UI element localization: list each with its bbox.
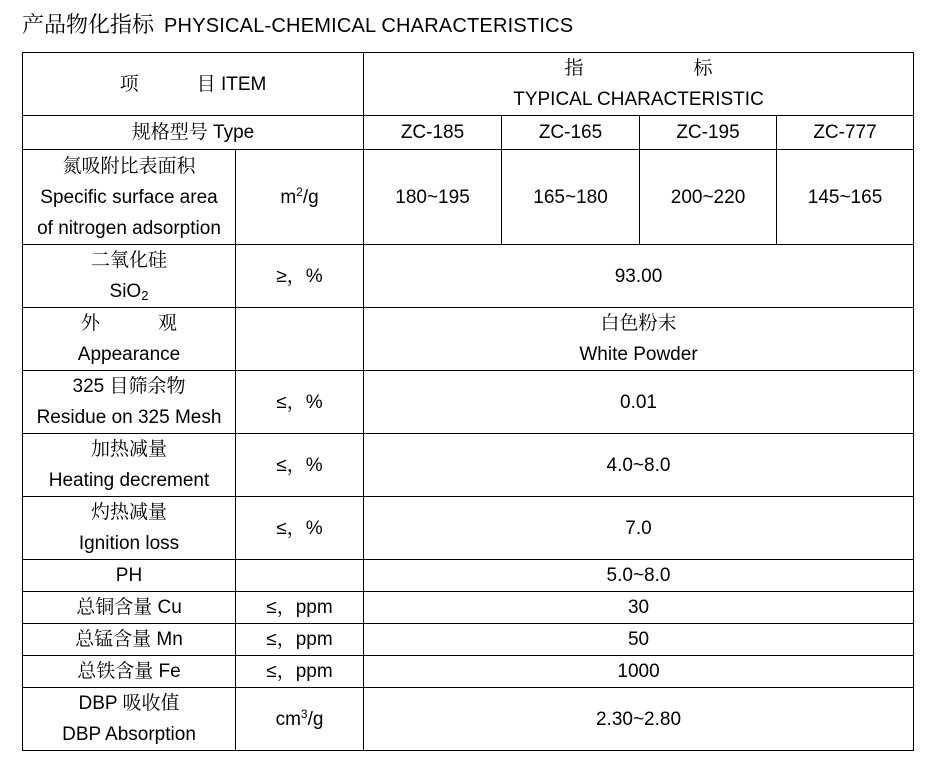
table-row-ph	[23, 560, 914, 592]
heating-unit-cell: ≤，%	[236, 434, 364, 497]
mn-label-cell: 总锰含量 Mn	[23, 624, 236, 656]
table-row-mn	[23, 624, 914, 656]
heating-cn: 加热减量	[90, 439, 167, 460]
ph-label-cell: PH	[23, 560, 236, 592]
residue-value-cell: 0.01	[364, 371, 914, 434]
fe-value-cell: 1000	[364, 656, 914, 688]
table-row-appearance	[23, 308, 914, 371]
appearance-label-cell	[23, 308, 236, 371]
cu-value-cell: 30	[364, 592, 914, 624]
spec-table	[22, 52, 914, 751]
sio2-label-cell	[23, 245, 236, 308]
cu-unit-cell: ≤，ppm	[236, 592, 364, 624]
item-header-cell	[23, 53, 364, 116]
model-cell: ZC-777	[777, 116, 914, 150]
appearance-cn-2: 观	[158, 313, 178, 334]
ignition-value-cell: 7.0	[364, 497, 914, 560]
residue-label-cell	[23, 371, 236, 434]
ignition-cn: 灼热减量	[90, 502, 167, 523]
table-row-type	[23, 116, 914, 150]
surface-area-cn: 氮吸附比表面积	[62, 155, 196, 177]
fe-label-cell: 总铁含量 Fe	[23, 656, 236, 688]
appearance-unit-cell	[236, 308, 364, 371]
residue-unit-cell: ≤，%	[236, 371, 364, 434]
model-cell: ZC-165	[502, 116, 640, 150]
sio2-value-cell: 93.00	[364, 245, 914, 308]
mn-unit-cell: ≤，ppm	[236, 624, 364, 656]
sio2-cn: 二氧化硅	[90, 250, 167, 271]
model-cell: ZC-195	[640, 116, 777, 150]
ignition-en: Ignition loss	[78, 533, 180, 554]
appearance-cn-1: 外	[80, 313, 100, 334]
dbp-unit-cell	[236, 688, 364, 751]
table-row-surface-area	[23, 150, 914, 245]
surface-area-value-cell: 165~180	[502, 150, 640, 245]
typical-header-en: TYPICAL CHARACTERISTIC	[513, 89, 764, 110]
ph-unit-cell	[236, 560, 364, 592]
heating-value-cell: 4.0~8.0	[364, 434, 914, 497]
fe-unit-cell: ≤，ppm	[236, 656, 364, 688]
table-header-row	[23, 53, 914, 116]
appearance-en: Appearance	[77, 344, 181, 365]
dbp-en: DBP Absorption	[62, 724, 196, 745]
typical-header-cell	[364, 53, 914, 116]
surface-area-value-cell: 200~220	[640, 150, 777, 245]
table-row-cu	[23, 592, 914, 624]
table-row-sio2	[23, 245, 914, 308]
page-title	[22, 8, 573, 39]
sio2-en: SiO	[109, 281, 142, 302]
table-row-dbp	[23, 688, 914, 751]
dbp-value-cell: 2.30~2.80	[364, 688, 914, 751]
table-row-ignition	[23, 497, 914, 560]
sio2-sub: 2	[141, 288, 149, 303]
page-title-en: PHYSICAL-CHEMICAL CHARACTERISTICS	[164, 15, 574, 37]
unit-tail: /g	[302, 186, 319, 208]
cu-label-cell: 总铜含量 Cu	[23, 592, 236, 624]
surface-area-en-1: Specific surface area	[40, 186, 218, 208]
heating-label-cell	[23, 434, 236, 497]
unit-tail: /g	[307, 708, 324, 730]
unit-base: m	[280, 186, 297, 208]
typical-header-cn-2: 标	[693, 58, 713, 79]
table-row-residue	[23, 371, 914, 434]
unit-base: cm	[275, 708, 301, 730]
sio2-unit-cell: ≥，%	[236, 245, 364, 308]
surface-area-unit-cell	[236, 150, 364, 245]
ignition-label-cell	[23, 497, 236, 560]
appearance-value-cn: 白色粉末	[600, 313, 677, 334]
ph-value-cell: 5.0~8.0	[364, 560, 914, 592]
appearance-value-cell	[364, 308, 914, 371]
heating-en: Heating decrement	[48, 470, 210, 491]
surface-area-value-cell: 145~165	[777, 150, 914, 245]
page-title-cn: 产品物化指标	[22, 12, 155, 37]
item-header-cn-2: 目	[196, 73, 216, 95]
residue-en: Residue on 325 Mesh	[36, 407, 222, 428]
mn-value-cell: 50	[364, 624, 914, 656]
typical-header-cn-1: 指	[564, 58, 584, 79]
dbp-cn: DBP 吸收值	[78, 693, 180, 714]
table-row-fe	[23, 656, 914, 688]
residue-cn: 325 目筛余物	[72, 376, 186, 397]
surface-area-en-2: of nitrogen adsorption	[37, 217, 221, 239]
item-header-cn-1: 项	[119, 73, 139, 95]
unit-sup: 3	[300, 706, 308, 721]
type-label-cell: 规格型号 Type	[23, 116, 364, 150]
ignition-unit-cell: ≤，%	[236, 497, 364, 560]
table-row-heating	[23, 434, 914, 497]
appearance-value-en: White Powder	[579, 344, 698, 365]
surface-area-label-cell	[23, 150, 236, 245]
item-header-en: ITEM	[220, 73, 267, 95]
dbp-label-cell	[23, 688, 236, 751]
unit-sup: 2	[296, 184, 303, 199]
model-cell: ZC-185	[364, 116, 502, 150]
surface-area-value-cell: 180~195	[364, 150, 502, 245]
